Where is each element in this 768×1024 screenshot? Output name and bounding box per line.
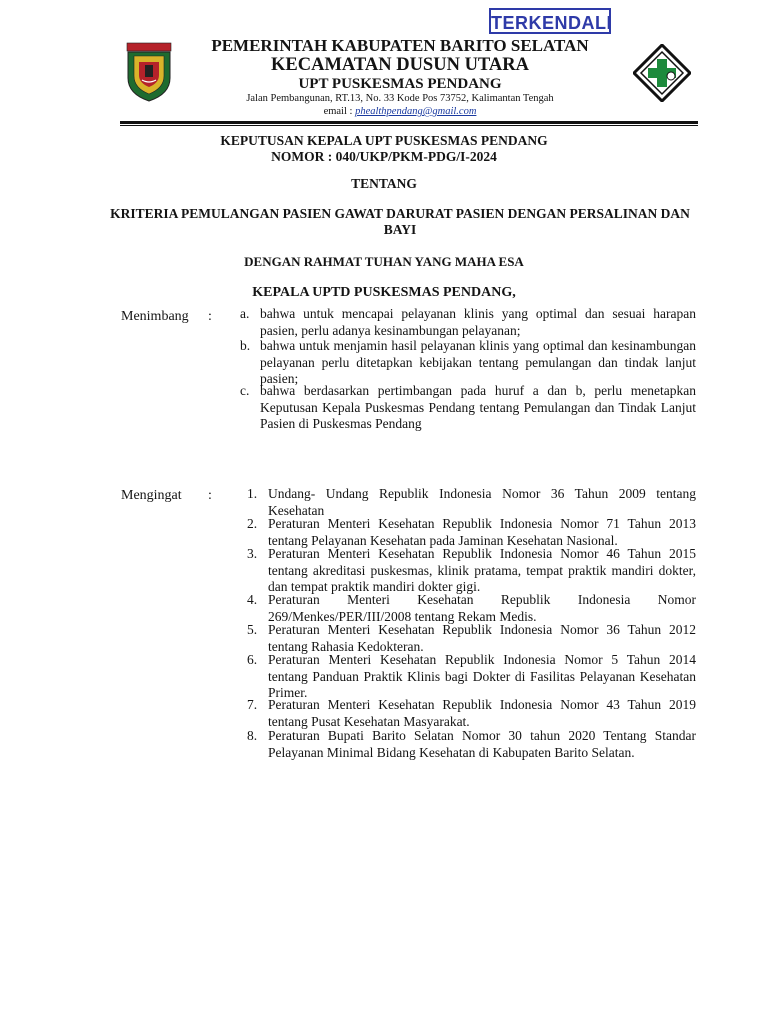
menimbang-item: bahwa berdasarkan pertimbangan pada huruf a dan b, perlu menetapkan Keputusan Kepala Puskesmas Pendang tentang Pemulangan dan Tindak Lanjut Pasien di Puskesmas Pendang <box>260 383 696 431</box>
mengingat-label: Mengingat <box>121 488 182 503</box>
mengingat-item: Peraturan Menteri Kesehatan Republik Indonesia Nomor 46 Tahun 2015 tentang akreditasi puskesmas, klinik pratama, tempat praktik mandiri dokter, dan tempat praktik mandiri dokter gigi. <box>268 546 696 594</box>
puskesmas-health-logo-icon <box>633 44 691 102</box>
menimbang-item: bahwa untuk menjamin hasil pelayanan klinis yang optimal dan kesinambungan pelayanan perlu ditetapkan kebijakan tentang pemulangan dan tindak lanjut pasien; <box>260 338 696 386</box>
mengingat-item: Peraturan Menteri Kesehatan Republik Indonesia Nomor 5 Tahun 2014 tentang Panduan Praktik Klinis bagi Dokter di Fasilitas Pelayanan Kesehatan Primer. <box>268 652 696 700</box>
mengingat-marker: 3. <box>247 546 258 561</box>
institution-name: UPT PUSKESMAS PENDANG <box>298 76 502 92</box>
district-name: KECAMATAN DUSUN UTARA <box>271 55 529 75</box>
menimbang-marker: c. <box>240 383 250 398</box>
mengingat-colon: : <box>208 488 212 503</box>
address: Jalan Pembangunan, RT.13, No. 33 Kode Pos 73752, Kalimantan Tengah <box>246 93 554 104</box>
email-label: email : <box>323 106 353 117</box>
mengingat-item: Peraturan Menteri Kesehatan Republik Indonesia Nomor 71 Tahun 2013 tentang Pelayanan Kesehatan pada Jaminan Kesehatan Nasional. <box>268 516 696 548</box>
mengingat-item: Peraturan Menteri Kesehatan Republik Indonesia Nomor 269/Menkes/PER/III/2008 tentang Rekam Medis. <box>268 592 696 624</box>
head-title: KEPALA UPTD PUSKESMAS PENDANG, <box>252 285 516 300</box>
mengingat-marker: 1. <box>247 486 258 501</box>
mengingat-marker: 8. <box>247 728 258 743</box>
mengingat-item: Peraturan Menteri Kesehatan Republik Indonesia Nomor 43 Tahun 2019 tentang Pusat Kesehatan Masyarakat. <box>268 697 696 729</box>
menimbang-colon: : <box>208 309 212 324</box>
mengingat-item: Peraturan Menteri Kesehatan Republik Indonesia Nomor 36 Tahun 2012 tentang Rahasia Kedokteran. <box>268 622 696 654</box>
menimbang-label: Menimbang <box>121 309 189 324</box>
menimbang-marker: a. <box>240 306 250 321</box>
barito-selatan-crest-icon <box>124 42 174 102</box>
mengingat-marker: 5. <box>247 622 258 637</box>
about-heading: TENTANG <box>351 176 417 191</box>
decree-title: KEPUTUSAN KEPALA UPT PUSKESMAS PENDANG <box>220 133 548 148</box>
gov-name: PEMERINTAH KABUPATEN BARITO SELATAN <box>211 36 589 55</box>
controlled-stamp: TERKENDALI <box>489 8 611 34</box>
header-divider <box>120 121 698 124</box>
mengingat-item: Undang- Undang Republik Indonesia Nomor 36 Tahun 2009 tentang Kesehatan <box>268 486 696 518</box>
email-line <box>180 106 620 117</box>
mengingat-marker: 4. <box>247 592 258 607</box>
email-link[interactable]: phealthpendang@gmail.com <box>355 106 477 117</box>
mengingat-marker: 2. <box>247 516 258 531</box>
menimbang-marker: b. <box>240 338 251 353</box>
mengingat-marker: 7. <box>247 697 258 712</box>
menimbang-item: bahwa untuk mencapai pelayanan klinis yang optimal dan sesuai harapan pasien, perlu adanya kesinambungan pelayanan; <box>260 306 696 338</box>
decree-number: NOMOR : 040/UKP/PKM-PDG/I-2024 <box>271 149 497 164</box>
mengingat-item: Peraturan Bupati Barito Selatan Nomor 30 tahun 2020 Tentang Standar Pelayanan Minimal Bidang Kesehatan di Kabupaten Barito Selatan. <box>268 728 696 760</box>
grace-line: DENGAN RAHMAT TUHAN YANG MAHA ESA <box>244 254 524 269</box>
mengingat-marker: 6. <box>247 652 258 667</box>
decree-subject: KRITERIA PEMULANGAN PASIEN GAWAT DARURAT PASIEN DENGAN PERSALINAN DAN BAYI <box>110 206 690 237</box>
header-divider-thin <box>120 125 698 126</box>
